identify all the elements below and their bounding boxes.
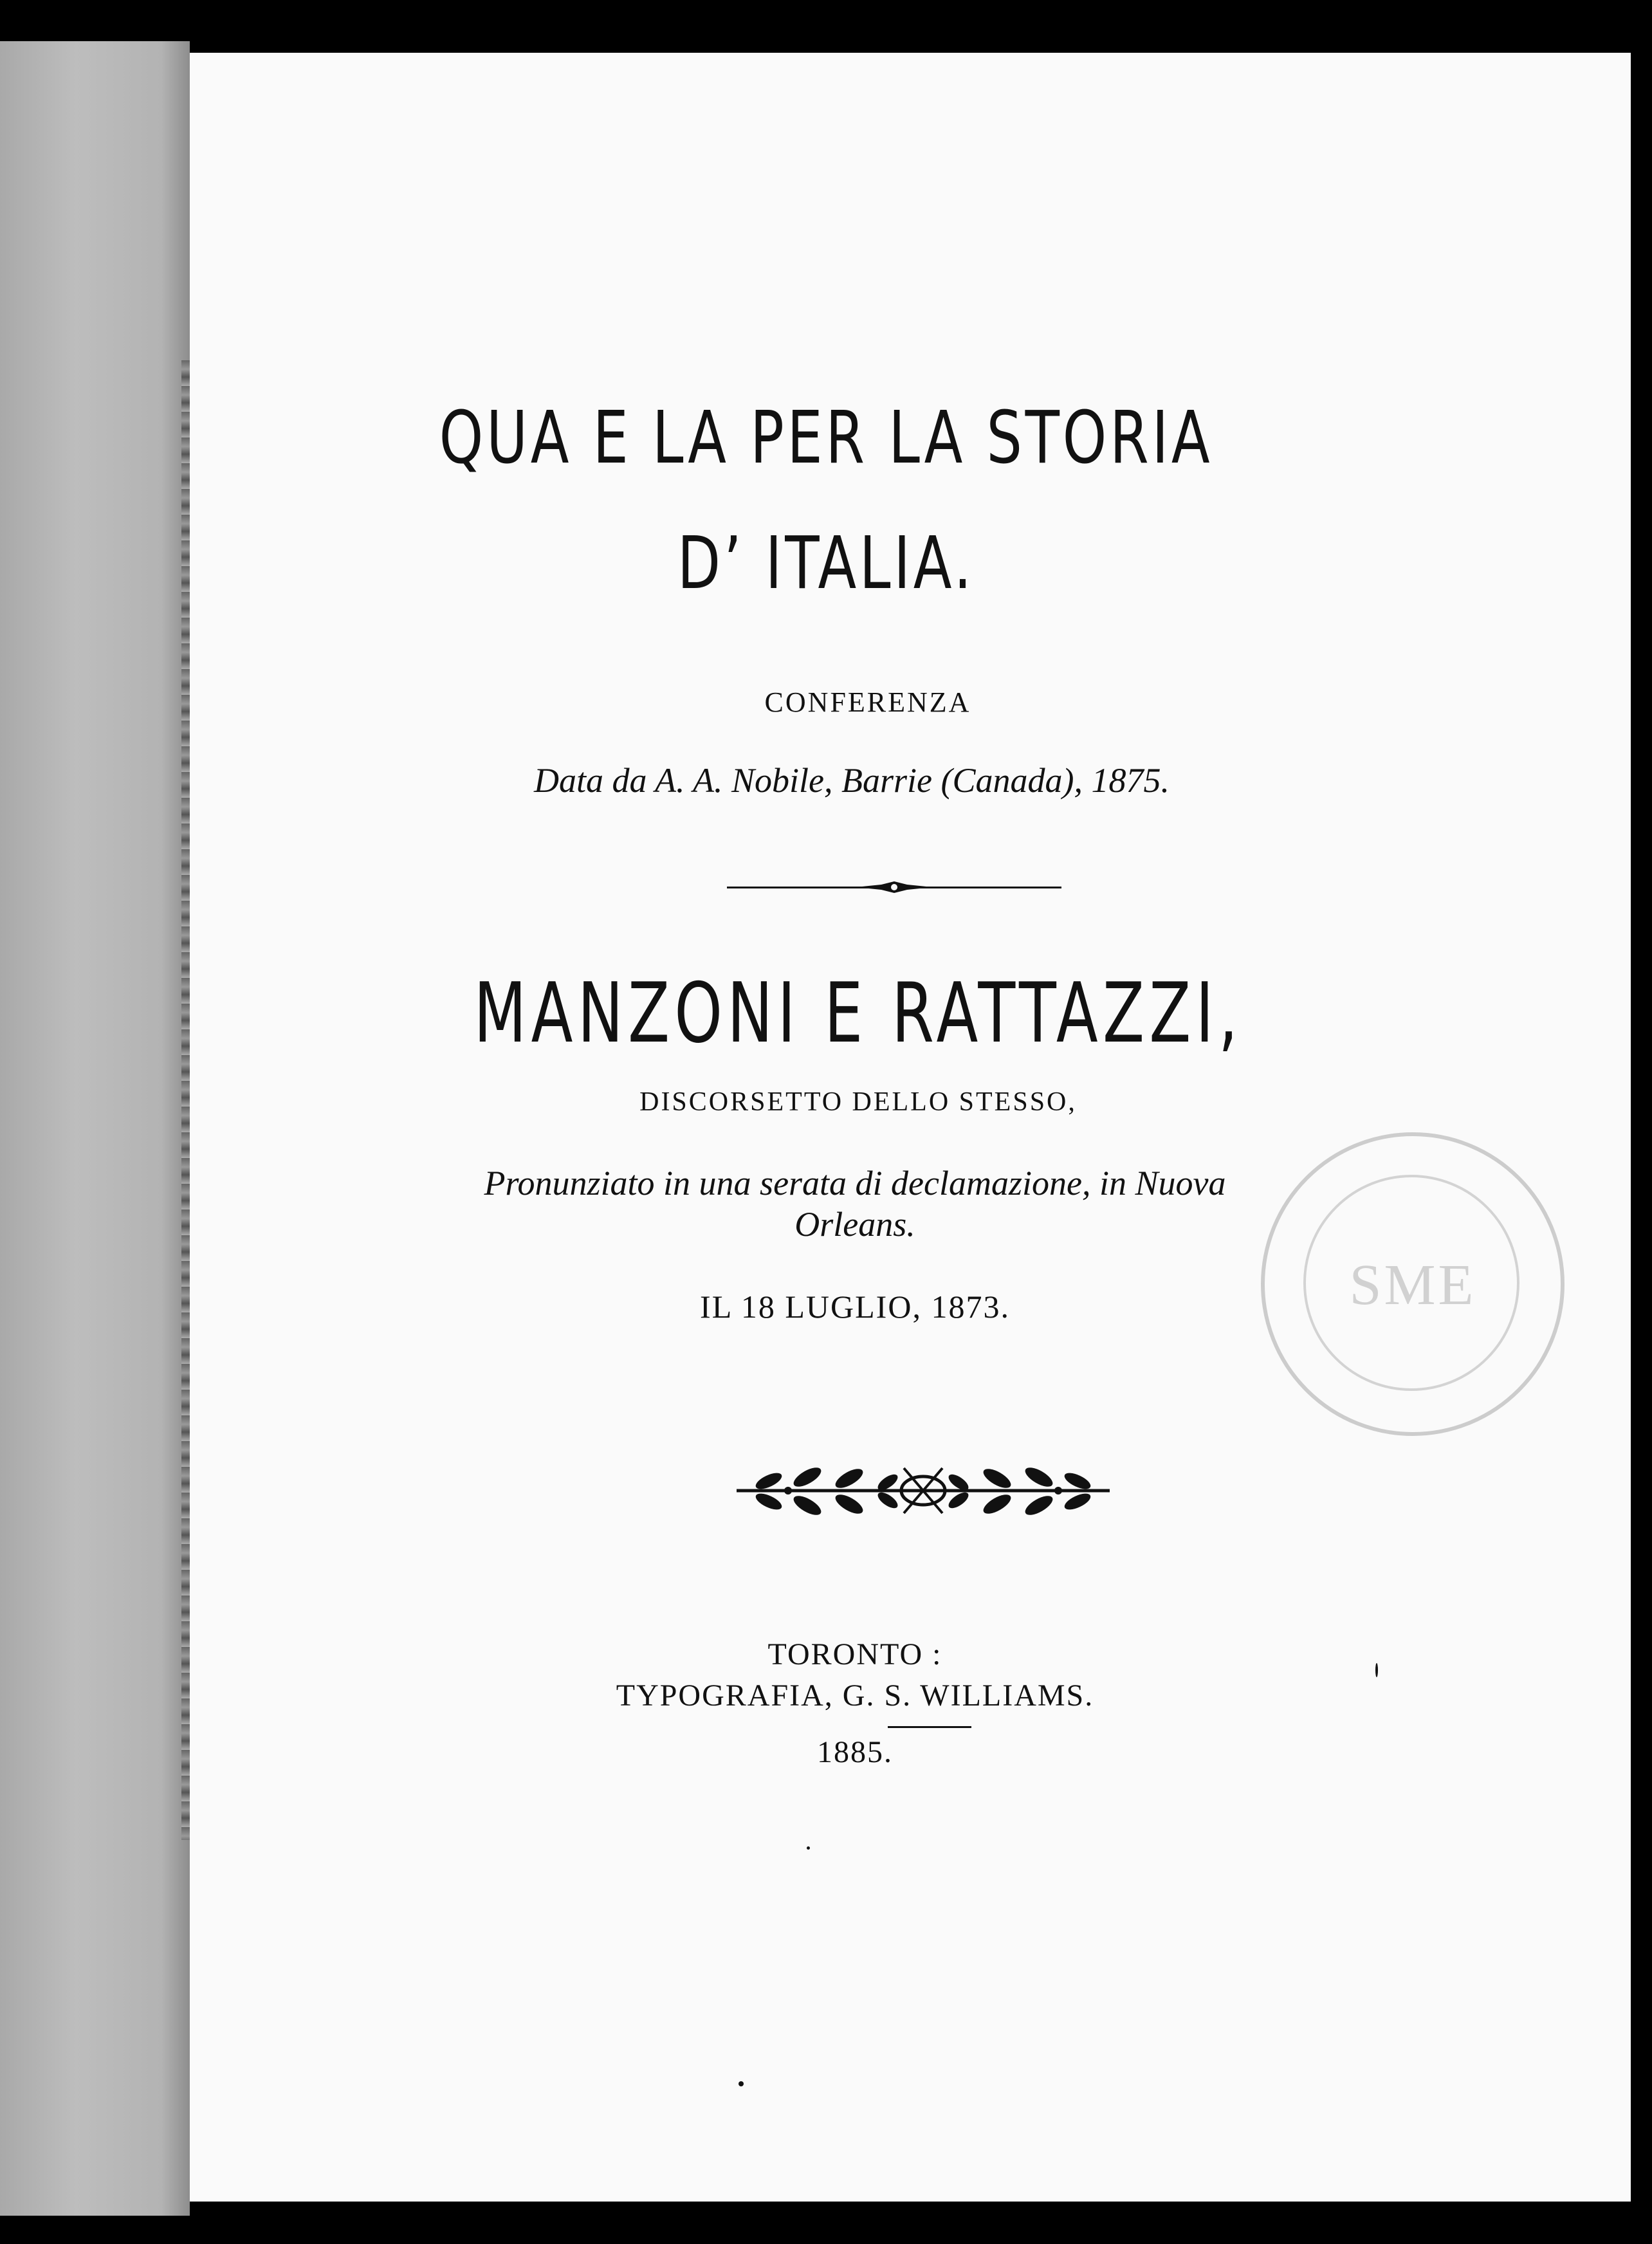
library-stamp <box>1261 1132 1565 1436</box>
imprint-printer: TYPOGRAFIA, G. S. WILLIAMS. <box>616 1678 1094 1713</box>
subtitle-label-container <box>42 688 1652 717</box>
title-line-1-container <box>0 396 1652 480</box>
imprint-rule <box>888 1726 971 1728</box>
speck <box>807 1846 810 1850</box>
second-title: MANZONI E RATTAZZI, <box>473 966 1243 1062</box>
second-label-container <box>32 1089 1652 1116</box>
second-desc-line-1: Pronunziato in una serata di declamazione, in Nuova <box>484 1164 1226 1202</box>
second-title-container <box>32 966 1652 1062</box>
speck <box>1375 1663 1378 1677</box>
byline: Data da A. A. Nobile, Barrie (Canada), 1875. <box>534 761 1170 800</box>
title-line-2-container <box>0 522 1652 605</box>
title-page <box>190 53 1631 2202</box>
title-line-2: D’ ITALIA. <box>677 522 975 605</box>
imprint-city-container <box>29 1639 1652 1670</box>
second-label: DISCORSETTO DELLO STESSO, <box>639 1087 1077 1117</box>
imprint-printer-container <box>29 1680 1652 1711</box>
subtitle-label: CONFERENZA <box>764 686 971 718</box>
flyleaf <box>0 41 190 2216</box>
stamp-text: SME <box>1349 1253 1476 1317</box>
imprint-year-container <box>29 1737 1652 1768</box>
imprint-city: TORONTO : <box>767 1637 942 1671</box>
title-line-1: QUA E LA PER LA STORIA <box>439 396 1213 480</box>
byline-container <box>26 759 1652 803</box>
second-desc-line-2: Orleans. <box>794 1204 915 1244</box>
speck <box>739 2081 744 2086</box>
date-line: IL 18 LUGLIO, 1873. <box>700 1289 1010 1325</box>
leaf-garland-ornament <box>730 1455 1116 1526</box>
imprint-year: 1885. <box>817 1735 893 1769</box>
